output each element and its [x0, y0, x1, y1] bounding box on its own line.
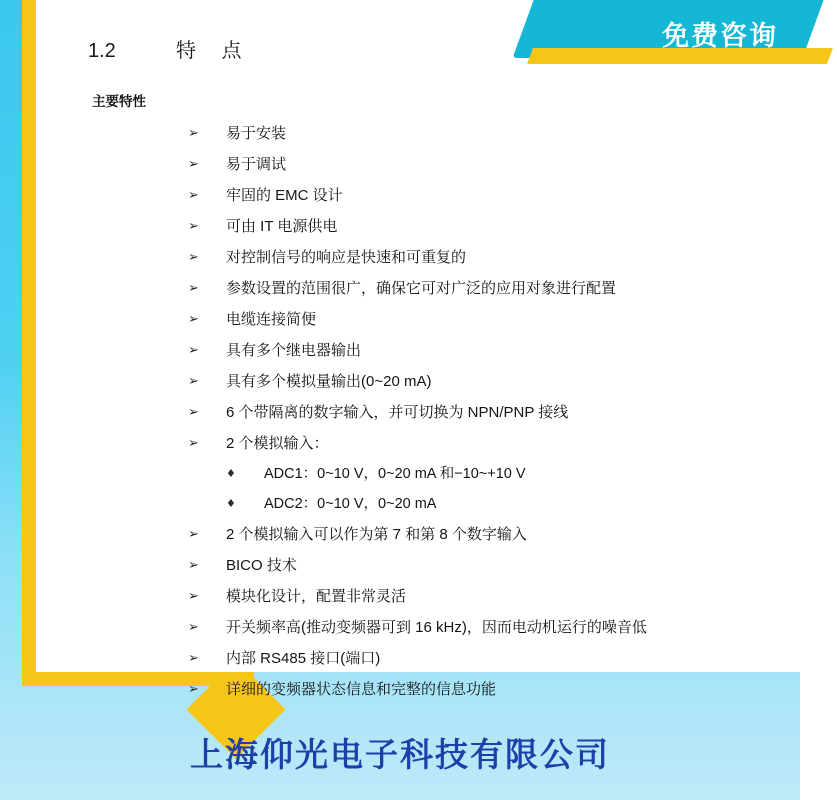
arrow-bullet-icon: ➢ — [188, 157, 199, 172]
list-item-label: 可由 IT 电源供电 — [226, 218, 338, 235]
page-title — [88, 34, 252, 63]
document-content — [36, 0, 800, 698]
list-item — [188, 459, 788, 489]
arrow-bullet-icon: ➢ — [188, 589, 199, 604]
arrow-bullet-icon: ➢ — [188, 343, 199, 358]
list-item-label: 牢固的 EMC 设计 — [226, 187, 343, 204]
list-item — [188, 397, 788, 428]
list-item-label: 具有多个继电器输出 — [226, 342, 362, 359]
list-item-label: BICO 技术 — [226, 557, 297, 574]
arrow-bullet-icon: ➢ — [188, 436, 199, 451]
arrow-bullet-icon: ➢ — [188, 250, 199, 265]
arrow-bullet-icon: ➢ — [188, 126, 199, 141]
arrow-bullet-icon: ➢ — [188, 219, 199, 234]
list-item-label: 模块化设计，配置非常灵活 — [226, 588, 407, 605]
diamond-bullet-icon: ♦ — [226, 467, 236, 480]
section-number: 1.2 — [88, 40, 116, 62]
list-item — [188, 242, 788, 273]
list-item-label: 开关频率高(推动变频器可到 16 kHz)，因而电动机运行的噪音低 — [226, 619, 647, 636]
list-item-label: 2 个模拟输入可以作为第 7 和第 8 个数字输入 — [226, 526, 527, 543]
list-item-label: 具有多个模拟量输出(0~20 mA) — [226, 373, 432, 390]
list-item — [188, 273, 788, 304]
section-title: 特 点 — [176, 40, 252, 62]
arrow-bullet-icon: ➢ — [188, 620, 199, 635]
list-item-label: ADC2：0~10 V，0~20 mA — [264, 496, 437, 512]
promo-badge[interactable] — [560, 0, 800, 78]
feature-list — [188, 118, 788, 705]
list-item — [188, 550, 788, 581]
company-name: 上海仰光电子科技有限公司 — [190, 736, 610, 773]
arrow-bullet-icon: ➢ — [188, 312, 199, 327]
diamond-bullet-icon: ♦ — [226, 497, 236, 510]
document-page — [36, 0, 800, 698]
list-item — [188, 335, 788, 366]
arrow-bullet-icon: ➢ — [188, 188, 199, 203]
list-item — [188, 519, 788, 550]
list-item-label: ADC1：0~10 V，0~20 mA 和−10~+10 V — [264, 466, 526, 482]
list-item — [188, 149, 788, 180]
list-item-label: 6 个带隔离的数字输入，并可切换为 NPN/PNP 接线 — [226, 404, 569, 421]
list-item — [188, 366, 788, 397]
list-item — [188, 612, 788, 643]
list-item — [188, 211, 788, 242]
list-item — [188, 428, 788, 459]
list-item — [188, 489, 788, 519]
arrow-bullet-icon: ➢ — [188, 527, 199, 542]
list-item — [188, 180, 788, 211]
arrow-bullet-icon: ➢ — [188, 405, 199, 420]
arrow-bullet-icon: ➢ — [188, 651, 199, 666]
promo-badge-label: 免费咨询 — [662, 21, 778, 51]
list-item — [188, 118, 788, 149]
frame-left-bar — [22, 0, 36, 686]
list-item-label: 易于调试 — [226, 156, 287, 173]
list-item-label: 对控制信号的响应是快速和可重复的 — [226, 249, 467, 266]
list-item-label: 2 个模拟输入： — [226, 435, 329, 452]
arrow-bullet-icon: ➢ — [188, 281, 199, 296]
arrow-bullet-icon: ➢ — [188, 682, 199, 697]
list-item-label: 详细的变频器状态信息和完整的信息功能 — [226, 681, 497, 698]
list-item-label: 内部 RS485 接口(端口) — [226, 650, 381, 667]
list-item-label: 易于安装 — [226, 125, 287, 142]
list-item-label: 参数设置的范围很广，确保它可对广泛的应用对象进行配置 — [226, 280, 617, 297]
arrow-bullet-icon: ➢ — [188, 558, 199, 573]
list-item — [188, 643, 788, 674]
list-item-label: 电缆连接简便 — [226, 311, 317, 328]
arrow-bullet-icon: ➢ — [188, 374, 199, 389]
list-item — [188, 581, 788, 612]
list-item — [188, 674, 788, 705]
list-item — [188, 304, 788, 335]
subheading: 主要特性 — [92, 94, 146, 109]
